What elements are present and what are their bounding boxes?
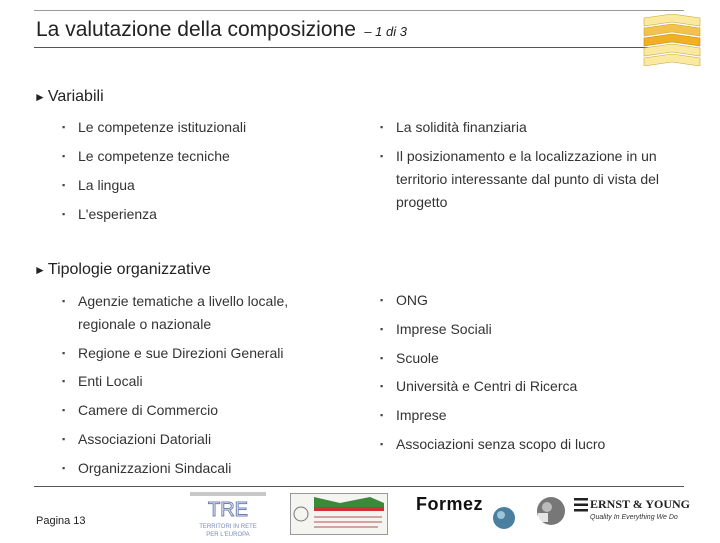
title-row: [36, 18, 407, 42]
section-heading-variabili: [34, 88, 104, 106]
formez-logo: [414, 492, 524, 532]
ernst-young-logo: [574, 496, 691, 532]
list-item: ▪ Associazioni senza scopo di lucro: [396, 433, 605, 456]
list-item: ▪ Enti Locali: [78, 370, 143, 393]
tre-logo: [190, 492, 266, 538]
tre-logo-graphic: [190, 492, 266, 538]
ministry-logo: [290, 493, 388, 535]
page-subtitle: – 1 di 3: [364, 24, 407, 39]
list-item: ▪ ONG: [396, 289, 428, 312]
partner-logo: [536, 496, 566, 526]
list-item: ▪ Le competenze istituzionali: [78, 116, 246, 139]
list-item: ▪ Le competenze tecniche: [78, 145, 230, 168]
list-item: ▪ Camere di Commercio: [78, 399, 218, 422]
page-number: Pagina 13: [36, 515, 86, 527]
footer-rule: [34, 486, 684, 487]
list-item: ▪ Regione e sue Direzioni Generali: [78, 342, 283, 365]
list-item: ▪ La lingua: [78, 174, 135, 197]
list-item: ▪ Agenzie tematiche a livello locale, regionale o nazionale: [78, 290, 338, 336]
list-item: ▪ Imprese Sociali: [396, 318, 492, 341]
list-item: ▪ Università e Centri di Ricerca: [396, 375, 577, 398]
list-item: ▪ Organizzazioni Sindacali: [78, 457, 231, 480]
svg-text:PER L'EUROPA: PER L'EUROPA: [206, 532, 250, 538]
title-rule: [34, 47, 684, 48]
list-item: ▪ Associazioni Datoriali: [78, 428, 211, 451]
section-label: Variabili: [47, 88, 104, 105]
section-label: Tipologie organizzative: [47, 261, 211, 278]
top-rule: [34, 10, 684, 11]
svg-text:TRE: TRE: [208, 499, 248, 521]
list-item: ▪ La solidità finanziaria: [396, 116, 686, 139]
ey-logo-text: ERNST & YOUNG: [590, 497, 691, 511]
ey-tagline: Quality In Everything We Do: [590, 514, 678, 521]
svg-text:TERRITORI IN RETE: TERRITORI IN RETE: [199, 524, 257, 530]
triangle-right-icon: ►: [34, 90, 46, 104]
list-item: ▪ Imprese: [396, 404, 447, 427]
page-title: La valutazione della composizione: [36, 18, 356, 41]
list-item: ▪ Scuole: [396, 347, 439, 370]
ey-mark-icon: [574, 498, 588, 512]
decorative-stack-icon: [642, 14, 702, 66]
formez-logo-text: Formez: [416, 494, 484, 514]
list-item: ▪ L'esperienza: [78, 203, 157, 226]
section-heading-tipologie: [34, 261, 211, 279]
list-item: ▪ Il posizionamento e la localizzazione in un territorio interessante dal punto di vista del progetto: [396, 145, 686, 214]
triangle-right-icon: ►: [34, 263, 46, 277]
globe-icon: [492, 506, 516, 530]
